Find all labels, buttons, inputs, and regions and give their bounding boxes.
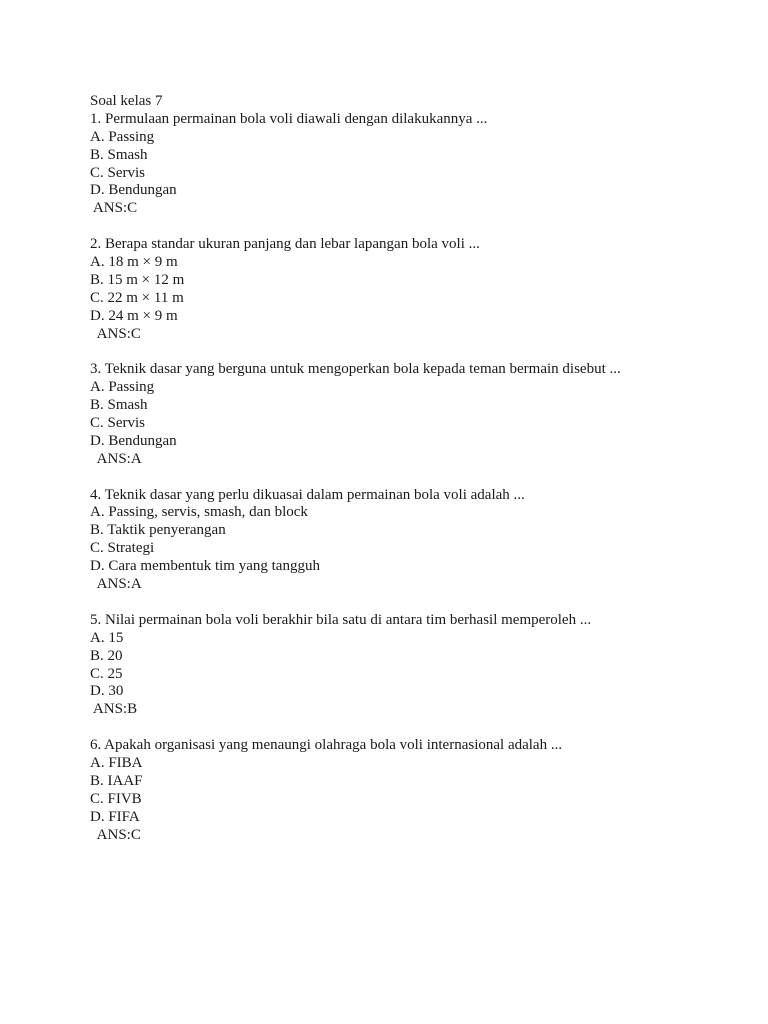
- question-text: 4. Teknik dasar yang perlu dikuasai dalam permainan bola voli adalah ...: [90, 486, 525, 503]
- answer-key: ANS:C: [90, 826, 141, 843]
- question-text: 3. Teknik dasar yang berguna untuk mengoperkan bola kepada teman bermain disebut ...: [90, 361, 621, 378]
- question-block: [90, 111, 730, 218]
- document-title: Soal kelas 7: [90, 93, 163, 109]
- question-block: [90, 612, 730, 719]
- paragraph-spacer: [90, 343, 730, 361]
- option-a: A. Passing: [90, 128, 155, 145]
- option-b: B. Smash: [90, 146, 148, 163]
- option-a: A. Passing, servis, smash, dan block: [90, 504, 308, 521]
- question-text: 2. Berapa standar ukuran panjang dan lebar lapangan bola voli ...: [90, 236, 480, 253]
- option-c: C. Servis: [90, 415, 146, 432]
- option-d: D. 24 m × 9 m: [90, 307, 178, 324]
- option-d: D. Bendungan: [90, 182, 177, 199]
- answer-key: ANS:A: [90, 450, 142, 467]
- option-a: A. 15: [90, 629, 124, 646]
- option-c: C. Servis: [90, 164, 146, 181]
- answer-key: ANS:B: [90, 701, 138, 718]
- option-a: A. 18 m × 9 m: [90, 254, 178, 271]
- answer-key: ANS:C: [90, 200, 138, 217]
- paragraph-spacer: [90, 469, 730, 487]
- option-a: A. Passing: [90, 379, 155, 396]
- option-c: C. Strategi: [90, 540, 155, 557]
- question-block: [90, 361, 730, 468]
- option-b: B. 15 m × 12 m: [90, 271, 185, 288]
- question-text: 5. Nilai permainan bola voli berakhir bila satu di antara tim berhasil memperoleh ...: [90, 611, 592, 628]
- option-c: C. FIVB: [90, 790, 142, 807]
- option-a: A. FIBA: [90, 754, 143, 771]
- option-d: D. Bendungan: [90, 432, 177, 449]
- answer-key: ANS:C: [90, 325, 141, 342]
- question-text: 1. Permulaan permainan bola voli diawali dengan dilakukannya ...: [90, 110, 488, 127]
- option-b: B. Taktik penyerangan: [90, 522, 226, 539]
- document-page: [90, 93, 730, 844]
- option-b: B. IAAF: [90, 772, 143, 789]
- option-c: C. 25: [90, 665, 123, 682]
- answer-key: ANS:A: [90, 576, 142, 593]
- paragraph-spacer: [90, 719, 730, 737]
- question-block: [90, 737, 730, 844]
- option-d: D. 30: [90, 683, 124, 700]
- paragraph-spacer: [90, 594, 730, 612]
- question-block: [90, 487, 730, 594]
- option-b: B. 20: [90, 647, 123, 664]
- question-text: 6. Apakah organisasi yang menaungi olahraga bola voli internasional adalah ...: [90, 737, 563, 754]
- option-d: D. FIFA: [90, 808, 140, 825]
- option-c: C. 22 m × 11 m: [90, 289, 184, 306]
- paragraph-spacer: [90, 218, 730, 236]
- option-d: D. Cara membentuk tim yang tangguh: [90, 558, 320, 575]
- option-b: B. Smash: [90, 397, 148, 414]
- question-block: [90, 236, 730, 343]
